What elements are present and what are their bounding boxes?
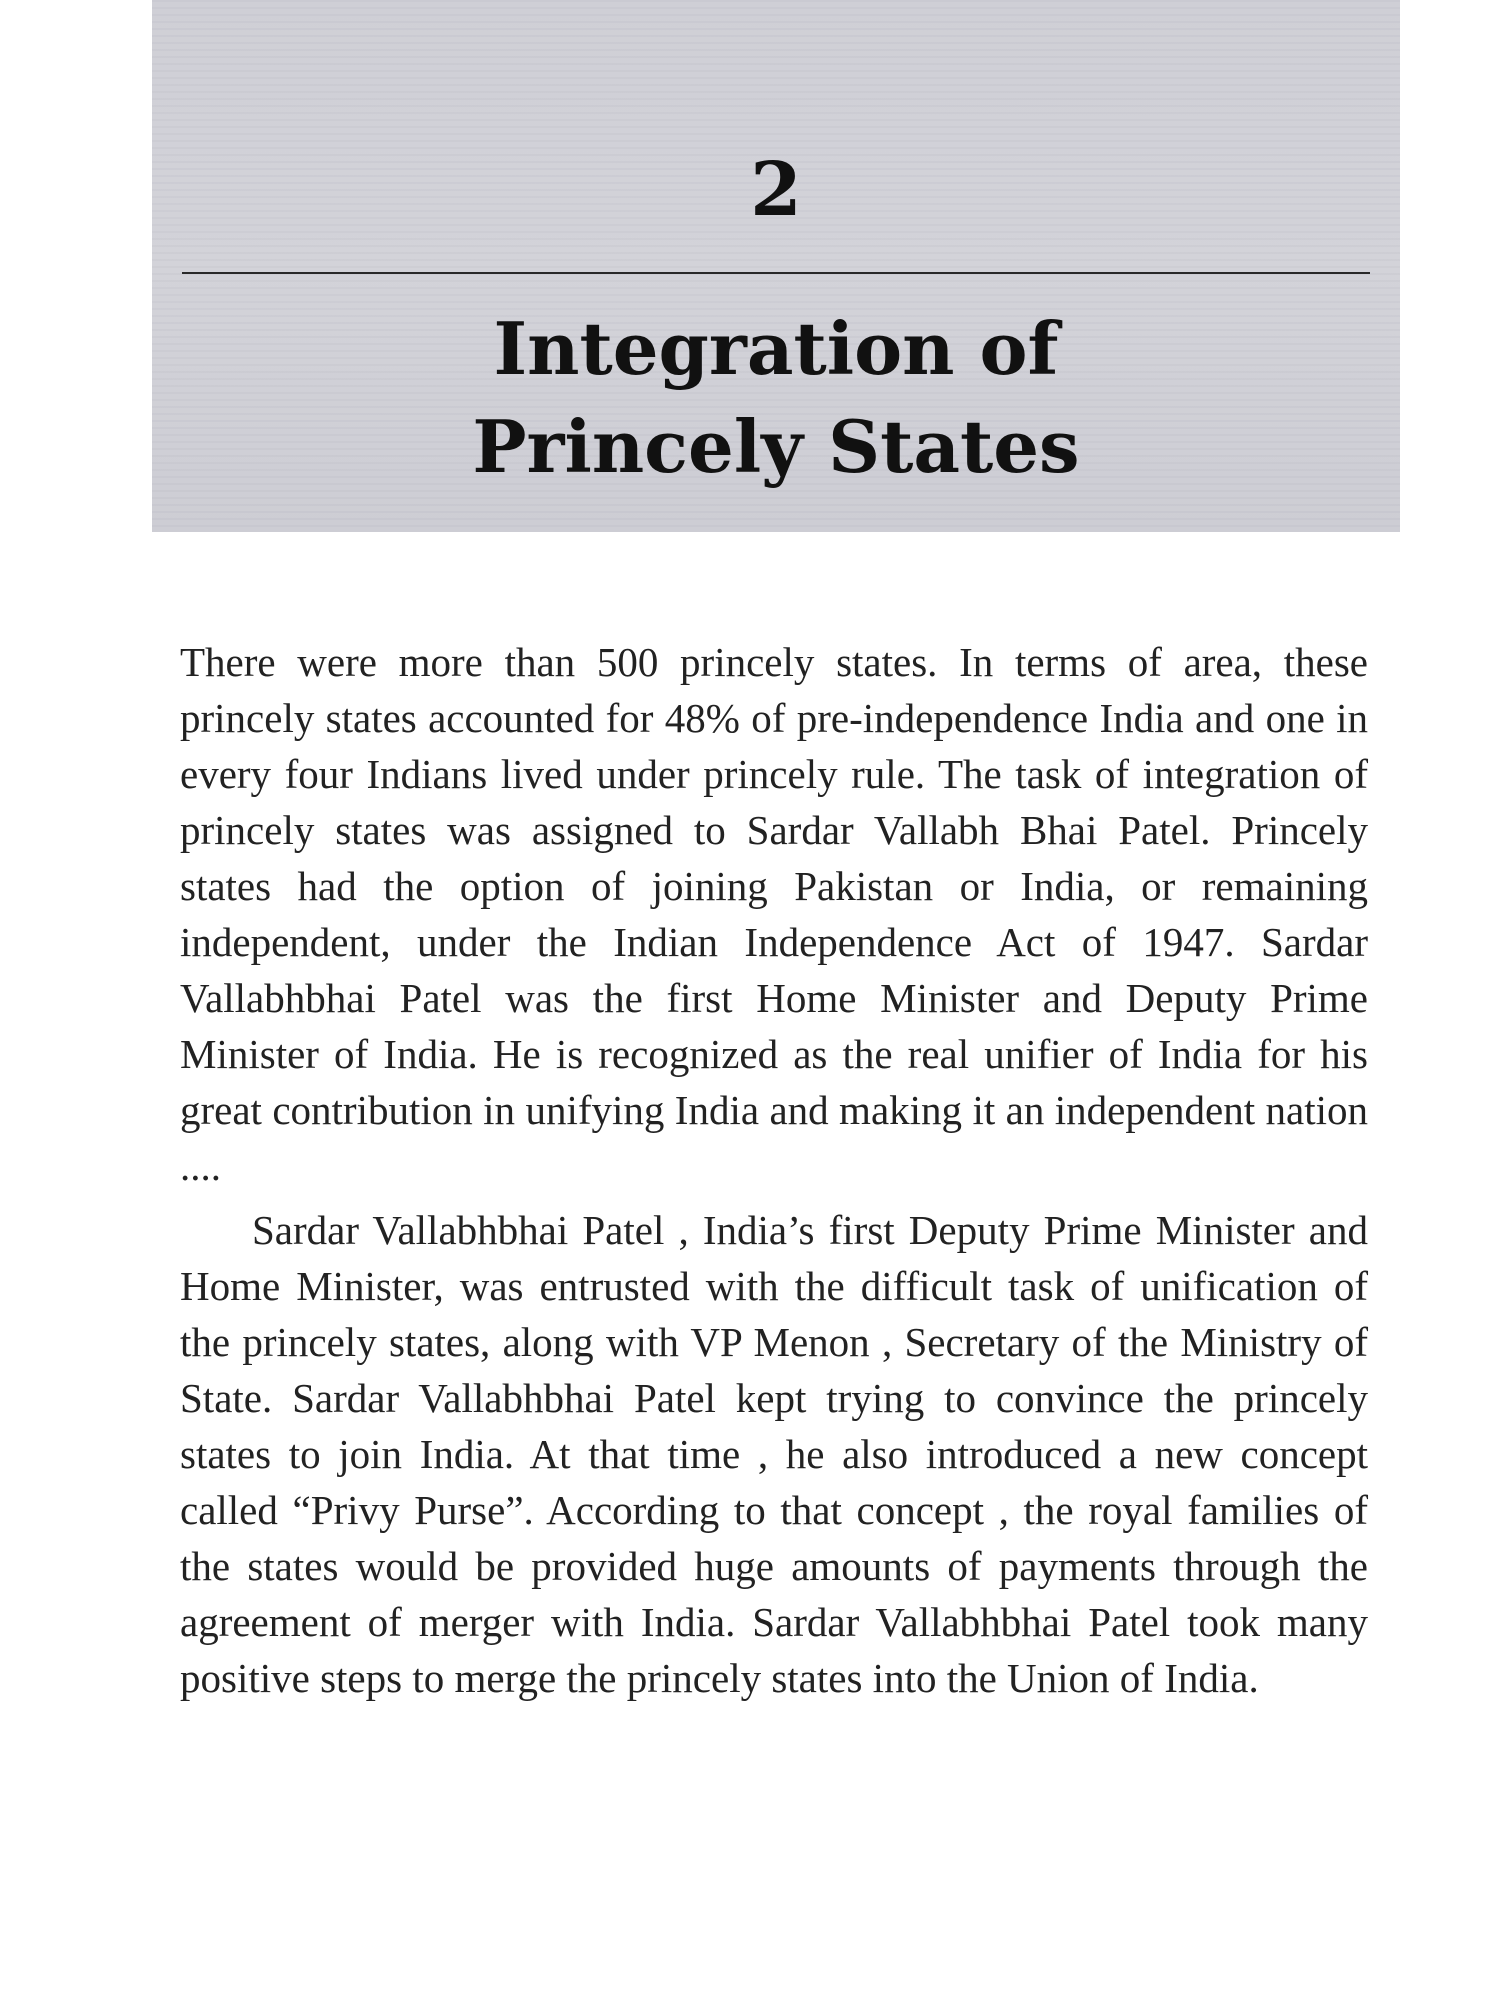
chapter-title — [152, 300, 1400, 496]
paragraph-2: Sardar Vallabhbhai Patel , India’s first Deputy Prime Minister and Home Minister, was entrusted with the difficult task of unification of the princely states, along with VP Menon , Secretary of the Ministry of State. Sardar Vallabhbhai Patel kept trying to convince the princely states to join India. At that time , he also introduced a new concept called “Privy Purse”. According to that concept , the royal families of the states would be provided huge amounts of payments through the agreement of merger with India. Sardar Vallabhbhai Patel took many positive steps to merge the princely states into the Union of India. — [180, 1207, 1368, 1701]
chapter-title-line1: Integration of — [493, 306, 1059, 391]
chapter-number: 2 — [750, 147, 802, 233]
chapter-body — [180, 634, 1368, 1714]
header-divider — [182, 272, 1370, 274]
chapter-title-line2: Princely States — [472, 404, 1080, 489]
paragraph-1: There were more than 500 princely states. In terms of area, these princely states accounted for 48% of pre-independence India and one in every four Indians lived under princely rule. The task of integration of princely states was assigned to Sardar Vallabh Bhai Patel. Princely states had the option of joining Pakistan or India, or remaining independent, under the Indian Independence Act of 1947. Sardar Vallabhbhai Patel was the first Home Minister and Deputy Prime Minister of India. He is recognized as the real unifier of India for his great contribution in unifying India and making it an independent nation .... — [180, 639, 1368, 1189]
chapter-header — [152, 0, 1400, 532]
